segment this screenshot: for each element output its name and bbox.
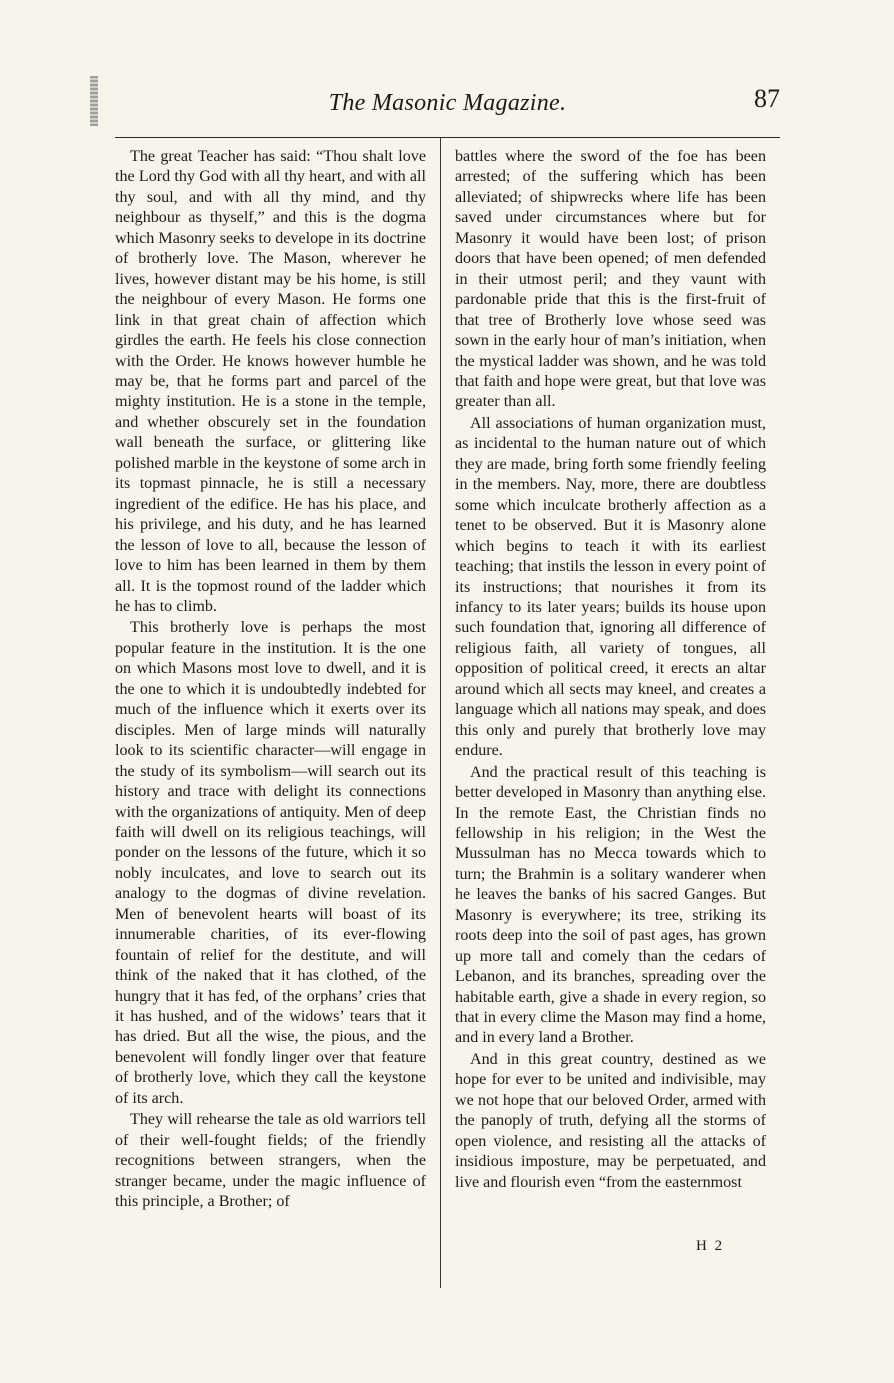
right-column bbox=[455, 147, 766, 1193]
left-column bbox=[115, 147, 426, 1213]
paragraph: This brotherly love is perhaps the most popular feature in the institution. It is the one on which Masons most love to dwell, and it is the one to which it is undoubtedly indebted for much of the influence which it exerts over its disciples. Men of large minds will naturally look to its scientific character—will engage in the study of its symbolism—will search out its history and trace with delight its connections with the organizations of antiquity. Men of deep faith will dwell on its religious teachings, will ponder on the lessons of the future, which it so nobly inculcates, and love to search out its analogy to the dogmas of divine revelation. Men of benevolent hearts will boast of its innumerable charities, of its ever-flowing fountain of relief for the destitute, and will think of the naked that it has clothed, of the hungry that it has fed, of the orphans’ cries that it has hushed, and of the widows’ tears that it has dried. But all the wise, the pious, and the benevolent will fondly linger over that feature of brotherly love, which they call the keystone of its arch. bbox=[115, 619, 426, 1107]
paragraph: And in this great country, destined as we hope for ever to be united and indivisible, may we not hope that our beloved Order, armed with the panoply of truth, defying all the storms of open violence, and resisting all the attacks of insidious imposture, may be perpetuated, and live and flourish even “from the easternmost bbox=[455, 1050, 766, 1191]
paragraph: The great Teacher has said: “Thou shalt love the Lord thy God with all thy heart, and with all thy soul, and with all thy mind, and thy neighbour as thyself,” and this is the dogma which Masonry seeks to develope in its doctrine of brotherly love. The Mason, wherever he lives, however distant may be his home, is still the neighbour of every Mason. He forms one link in that great chain of affection which girdles the earth. He feels his close connection with the Order. He knows however humble he may be, that he forms part and parcel of the mighty institution. He is a stone in the temple, and whether obscurely set in the foundation wall beneath the surface, or glittering like polished marble in the keystone of some arch in its topmast pinnacle, he is still a necessary ingredient of the edifice. He has his place, and his privilege, and his duty, and he has learned the lesson of love to all, because the lesson of love to him has been learned in them by them all. It is the topmost round of the ladder which he has to climb. bbox=[115, 148, 426, 615]
page-header bbox=[115, 84, 780, 124]
signature-mark: H 2 bbox=[696, 1238, 725, 1254]
paragraph-continuation: battles where the sword of the foe has been arrested; of the suffering which has been alleviated; of shipwrecks where life has been saved under circumstances where but for Masonry it would have been lost; of prison doors that have been opened; of men defended in their utmost peril; and they vaunt with pardonable pride that this is the first-fruit of that tree of Brotherly love whose seed was sown in the early hour of man’s initiation, when the mystical ladder was shown, and he was told that faith and hope were great, but that love was greater than all. bbox=[455, 148, 766, 411]
paragraph: All associations of human organization must, as incidental to the human nature out of which they are made, bring forth some friendly feeling in the members. Nay, more, there are doubtless some which inculcate brotherly affection as a tenet to be observed. But it is Masonry alone which begins to teach it with its earliest teaching; that instils the lesson in every point of its instructions; that nourishes it from its infancy to its later years; builds its house upon such foundation that, ignoring all difference of religious faith, all variety of tongues, all opposition of political creed, it erects an altar around which all sects may kneel, and creates a language which all nations may speak, and does this only and purely that brotherly love may endure. bbox=[455, 414, 766, 760]
paragraph: And the practical result of this teaching is better developed in Masonry than anything else. In the remote East, the Christian finds no fellowship in his religion; in the West the Mussulman has no Mecca towards which to turn; the Brahmin is a solitary wanderer when he leaves the banks of his sacred Ganges. But Masonry is everywhere; its tree, striking its roots deep into the soil of past ages, has grown up more tall and comely than the cedars of Lebanon, and its branches, spreading over the habitable earth, give a shade in every region, so that in every clime the Mason may find a home, and in every land a Brother. bbox=[455, 763, 766, 1047]
page-number: 87 bbox=[754, 84, 780, 113]
header-rule bbox=[115, 137, 780, 138]
paragraph: They will rehearse the tale as old warriors tell of their well-fought fields; of the friendly recognitions between strangers, when the stranger became, under the magic influence of this principle, a Brother; of bbox=[115, 1111, 426, 1211]
column-divider bbox=[440, 138, 441, 1288]
running-title: The Masonic Magazine. bbox=[328, 90, 567, 116]
binding-edge bbox=[90, 76, 98, 126]
